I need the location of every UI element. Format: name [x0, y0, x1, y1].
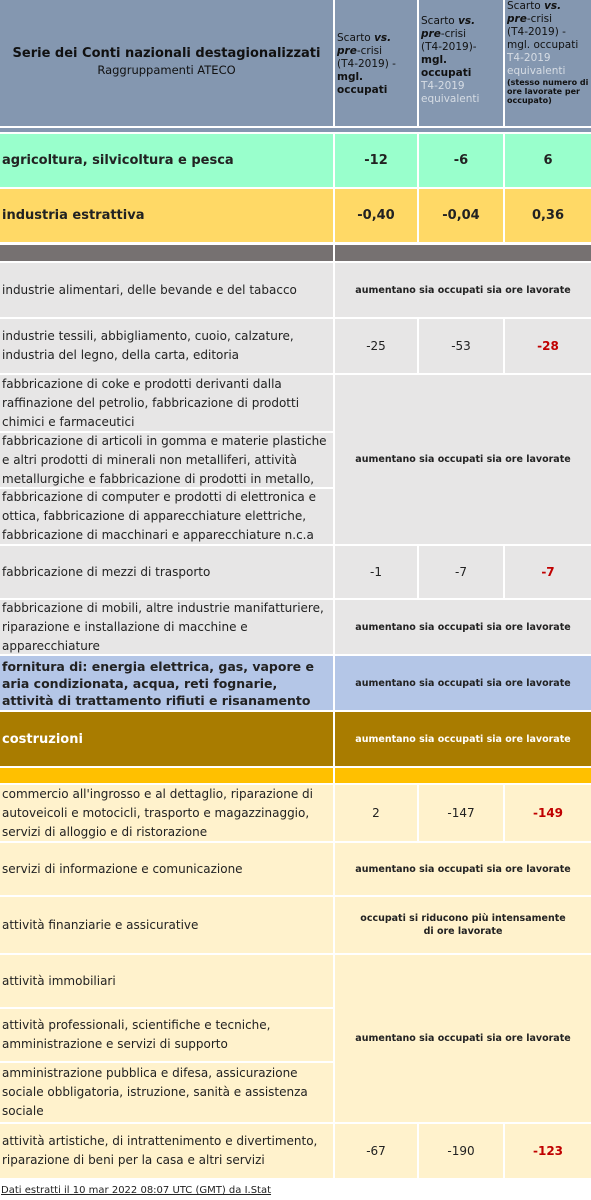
row-group-manifattura: [0, 375, 591, 544]
value-occupati: 2: [372, 806, 380, 820]
note-span: aumentano sia occupati sia ore lavorate: [355, 621, 571, 633]
row-label-computer: fabbricazione di computer e prodotti di elettronica e ottica, fabbricazione di apparecchiature elettriche, fabbricazione di macchinari e apparecchiature n.c.a: [2, 490, 316, 542]
note-span: aumentano sia occupati sia ore lavorate: [355, 863, 571, 875]
value-scarto: 0,36: [531, 208, 565, 223]
row-label: fabbricazione di mezzi di trasporto: [2, 564, 211, 579]
row-informazione: [0, 843, 591, 895]
row-label-gomma: fabbricazione di articoli in gomma e materie plastiche e altri prodotti di minerali non metalliferi, attività metallurgiche e fabbricazione di prodotti in metallo,: [2, 434, 327, 486]
row-label: fabbricazione di mobili, altre industrie manifatturiere, riparazione e installazione di macchine e apparecchiature: [2, 600, 324, 653]
column-divider: [417, 546, 419, 598]
header-title-cell: [0, 0, 333, 126]
column-divider: [417, 134, 419, 242]
section-bar-servizi: [0, 768, 591, 783]
value-occupati: -67: [366, 1144, 386, 1158]
note-span: aumentano sia occupati sia ore lavorate: [355, 1033, 571, 1044]
note-span: aumentano sia occupati sia ore lavorate: [355, 677, 571, 689]
value-scarto: -28: [537, 339, 559, 353]
row-label: industria estrattiva: [2, 208, 145, 223]
row-alimentari: [0, 263, 591, 317]
row-label-pa: amministrazione pubblica e difesa, assicurazione sociale obbligatoria, istruzione, sanità e assistenza sociale: [2, 1066, 308, 1118]
value-ore: -53: [451, 339, 471, 353]
value-scarto: -123: [532, 1144, 564, 1158]
row-group-servizi: [0, 955, 591, 1122]
column-divider: [417, 1124, 419, 1178]
note-span: occupati si riducono più intensamente di ore lavorate: [360, 913, 566, 937]
row-costruzioni: [0, 712, 591, 766]
row-label: costruzioni: [2, 731, 83, 747]
header-col2: Scarto vs. pre-crisi (T4-2019)- mgl. occupati T4-2019 equivalenti: [419, 0, 503, 126]
note-span: aumentano sia occupati sia ore lavorate: [355, 733, 571, 745]
column-divider: [503, 546, 505, 598]
row-label: industrie alimentari, delle bevande e del tabacco: [2, 282, 297, 297]
row-label-immobiliari: attività immobiliari: [2, 973, 116, 988]
row-label: attività artistiche, di intrattenimento e divertimento, riparazione di beni per la casa e altri servizi: [2, 1134, 318, 1167]
column-divider: [417, 319, 419, 373]
column-divider: [333, 134, 335, 1178]
section-bar-manifattura: [0, 245, 591, 261]
row-label: attività finanziarie e assicurative: [2, 917, 199, 932]
column-divider: [503, 319, 505, 373]
column-divider: [503, 134, 505, 242]
row-label: agricoltura, silvicoltura e pesca: [2, 153, 234, 168]
row-label: fornitura di: energia elettrica, gas, vapore e aria condizionata, acqua, reti fognarie, attività di trattamento rifiuti e risanamento: [2, 658, 314, 708]
value-scarto: -149: [532, 806, 564, 820]
value-ore: -0,04: [442, 208, 480, 223]
note-span: aumentano sia occupati sia ore lavorate: [355, 454, 571, 465]
header-col3: Scarto vs. pre-crisi (T4-2019) - mgl. occupati T4-2019 equivalenti (stesso numero di ore lavorate per occupato): [505, 0, 591, 126]
value-occupati: -12: [364, 153, 388, 168]
value-ore: -7: [455, 565, 467, 579]
value-scarto: 6: [543, 153, 553, 168]
row-label-coke: fabbricazione di coke e prodotti derivanti dalla raffinazione del petrolio, fabbricazione di prodotti chimici e farmaceutici: [2, 377, 300, 429]
value-occupati: -25: [366, 339, 386, 353]
row-label-professionali: attività professionali, scientifiche e tecniche, amministrazione e servizi di supporto: [2, 1018, 271, 1051]
column-divider: [503, 1124, 505, 1178]
row-label: commercio all'ingrosso e al dettaglio, riparazione di autoveicoli e motocicli, trasporto e magazzinaggio, servizi di alloggio e di ristorazione: [2, 786, 313, 839]
row-energia: [0, 656, 591, 710]
value-scarto: -7: [541, 565, 555, 579]
row-label: industrie tessili, abbigliamento, cuoio, calzature, industria del legno, della carta, editoria: [2, 329, 294, 362]
value-ore: -190: [447, 1144, 475, 1158]
row-label: servizi di informazione e comunicazione: [2, 861, 243, 876]
row-mobili: [0, 600, 591, 654]
header-subtitle: Raggruppamenti ATECO: [97, 63, 236, 77]
value-ore: -6: [453, 153, 469, 168]
header-divider: [0, 128, 591, 132]
source-link[interactable]: Dati estratti il 10 mar 2022 08:07 UTC (GMT) da I.Stat: [1, 1185, 272, 1196]
header-col1: Scarto vs. pre-crisi (T4-2019) - mgl. occupati: [335, 0, 417, 126]
column-divider: [503, 785, 505, 841]
value-ore: -147: [447, 806, 475, 820]
row-finanziarie: [0, 897, 591, 953]
note-span: aumentano sia occupati sia ore lavorate: [355, 284, 571, 296]
value-occupati: -1: [370, 565, 382, 579]
value-occupati: -0,40: [357, 208, 395, 223]
column-divider: [417, 785, 419, 841]
header-title: Serie dei Conti nazionali destagionalizzati: [12, 46, 321, 61]
